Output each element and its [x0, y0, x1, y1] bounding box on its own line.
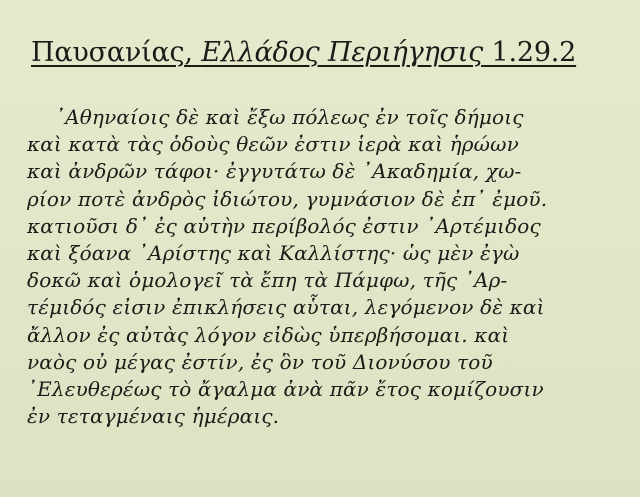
passage-line: ρίον ποτὲ ἀνδρὸς ἰδιώτου, γυμνάσιον δὲ ἐπ᾿ ἐμοῦ.	[27, 186, 548, 211]
title-work: Ελλάδος Περιήγησις	[201, 37, 484, 68]
page-title	[31, 36, 576, 70]
passage-line: ἐν τεταγμέναις ἡμέραις.	[27, 404, 280, 429]
passage-line: ναὸς οὐ μέγας ἐστίν, ἐς ὃν τοῦ Διονύσου τοῦ	[27, 349, 493, 374]
greek-passage	[27, 104, 617, 430]
title-separator: ,	[184, 37, 202, 68]
title-author: Παυσανίας	[31, 37, 185, 68]
passage-line: κατιοῦσι δ᾿ ἐς αὐτὴν περίβολός ἐστιν ᾿Αρτέμιδος	[27, 213, 541, 238]
title-citation	[31, 37, 576, 68]
passage-line: τέμιδός εἰσιν ἐπικλήσεις αὗται, λεγόμενον δὲ καὶ	[27, 295, 545, 320]
passage-line: ᾿Ελευθερέως τὸ ἄγαλμα ἀνὰ πᾶν ἔτος κομίζουσιν	[27, 377, 544, 402]
passage-line: δοκῶ καὶ ὁμολογεῖ τὰ ἔπη τὰ Πάμφω, τῆς ᾿Αρ-	[27, 268, 508, 293]
passage-line: ᾿Αθηναίοις δὲ καὶ ἔξω πόλεως ἐν τοῖς δήμοις	[55, 105, 524, 129]
passage-line: καὶ κατὰ τὰς ὁδοὺς θεῶν ἐστιν ἱερὰ καὶ ἡρώων	[27, 132, 519, 157]
passage-line: ἄλλον ἐς αὐτὰς λόγον εἰδὼς ὑπερβήσομαι. καὶ	[27, 322, 510, 347]
passage-line: καὶ ξόανα ᾿Αρίστης καὶ Καλλίστης· ὡς μὲν ἐγὼ	[27, 241, 520, 266]
title-reference: 1.29.2	[483, 37, 577, 68]
passage-line: καὶ ἀνδρῶν τάφοι· ἐγγυτάτω δὲ ᾿Ακαδημία, χω-	[27, 159, 522, 184]
